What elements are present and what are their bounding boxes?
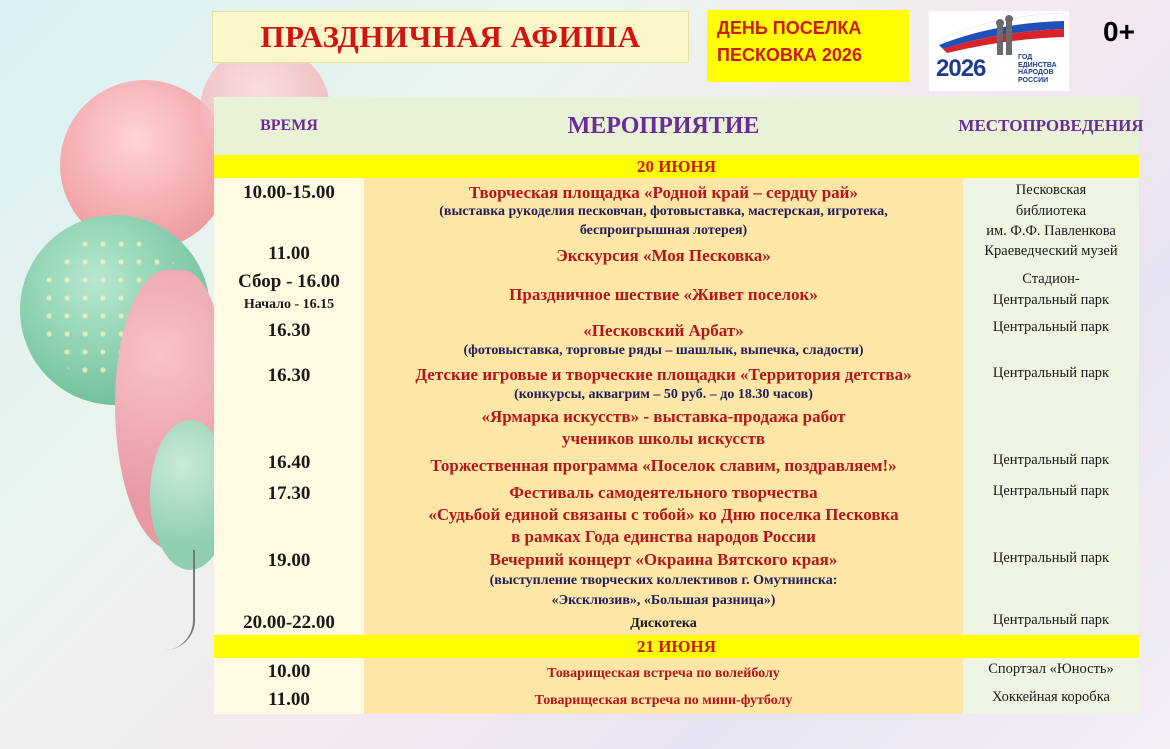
table-row-place: Центральный парк bbox=[992, 550, 1110, 566]
table-row-event-detail: (выступление творческих коллективов г. Омутнинска: bbox=[489, 573, 838, 588]
table-row-event-detail: (выставка рукоделия песковчан, фотовыставка, мастерская, игротека, bbox=[439, 204, 888, 219]
table-row-place: Стадион- bbox=[1022, 271, 1080, 287]
table-row-place: Центральный парк bbox=[992, 452, 1110, 468]
logo-year: 2026 bbox=[936, 55, 986, 82]
column-header-place-line1: МЕСТО bbox=[958, 116, 1023, 135]
table-row-event: Творческая площадка «Родной край – сердцу рай» bbox=[469, 183, 858, 202]
column-header-time: ВРЕМЯ bbox=[214, 97, 364, 155]
table-row-time: Сбор - 16.00 bbox=[238, 271, 340, 292]
table-row-event: Детские игровые и творческие площадки «Территория детства» bbox=[415, 365, 912, 384]
column-header-place bbox=[958, 97, 1144, 155]
table-row-event: Экскурсия «Моя Песковка» bbox=[556, 246, 771, 265]
column-header-place-line2: ПРОВЕДЕНИЯ bbox=[1022, 116, 1144, 135]
table-row-event-detail: (конкурсы, аквагрим – 50 руб. – до 18.30 часов) bbox=[514, 387, 813, 402]
table-row-event-extra: в рамках Года единства народов России bbox=[511, 527, 816, 546]
table-row-place: Центральный парк bbox=[992, 292, 1110, 308]
day-header-20-june: 20 ИЮНЯ bbox=[214, 155, 1139, 178]
table-row-time-start: Начало - 16.15 bbox=[243, 297, 335, 312]
table-row-event-extra: «Судьбой единой связаны с тобой» ко Дню поселка Песковка bbox=[428, 505, 899, 524]
table-row-time: 19.00 bbox=[267, 550, 311, 571]
year-of-unity-logo bbox=[929, 11, 1069, 91]
day-header-21-june: 21 ИЮНЯ bbox=[214, 635, 1139, 658]
table-row-time: 11.00 bbox=[268, 689, 310, 710]
table-row-event-extra: учеников школы искусств bbox=[561, 429, 766, 448]
table-row-time: 11.00 bbox=[268, 243, 310, 264]
balloon-string bbox=[165, 550, 195, 650]
column-header-event: МЕРОПРИЯТИЕ bbox=[364, 97, 963, 155]
table-row-event: Фестиваль самодеятельного творчества bbox=[509, 483, 818, 502]
table-row-event: Товарищеская встреча по мини-футболу bbox=[534, 693, 793, 708]
table-row-time: 17.30 bbox=[267, 483, 311, 504]
table-row-time: 20.00-22.00 bbox=[243, 612, 335, 633]
flag-ribbon-icon bbox=[929, 11, 1069, 56]
logo-text: ГОД ЕДИНСТВА НАРОДОВ РОССИИ bbox=[1018, 54, 1057, 84]
day-banner-line2: ПЕСКОВКА 2026 bbox=[717, 45, 862, 65]
table-row-time: 16.30 bbox=[267, 320, 311, 341]
table-row-event-extra: «Ярмарка искусств» - выставка-продажа работ bbox=[481, 407, 846, 426]
table-row-place: им. Ф.Ф. Павленкова bbox=[986, 223, 1116, 239]
table-row-place: Краеведческий музей bbox=[984, 243, 1118, 259]
table-row-place: Центральный парк bbox=[992, 612, 1110, 628]
table-row-place: Песковская bbox=[1015, 182, 1087, 198]
day-banner bbox=[707, 10, 909, 82]
table-row-time: 10.00 bbox=[267, 661, 311, 682]
poster-title: ПРАЗДНИЧНАЯ АФИША bbox=[212, 11, 689, 63]
table-row-time: 16.40 bbox=[267, 452, 311, 473]
table-row-place: Хоккейная коробка bbox=[992, 689, 1110, 705]
table-row-place: Спортзал «Юность» bbox=[988, 661, 1114, 677]
table-row-event: «Песковский Арбат» bbox=[583, 321, 744, 340]
table-row-event: Торжественная программа «Поселок славим, поздравляем!» bbox=[430, 456, 897, 475]
schedule-table bbox=[214, 97, 1144, 714]
table-row-event: Вечерний концерт «Окраина Вятского края» bbox=[489, 550, 838, 569]
table-row-place: Центральный парк bbox=[992, 319, 1110, 335]
table-row-place: библиотека bbox=[1015, 203, 1087, 219]
table-row-event-detail: «Эксклюзив», «Большая разница») bbox=[551, 593, 776, 608]
table-row-place: Центральный парк bbox=[992, 365, 1110, 381]
table-row-event: Праздничное шествие «Живет поселок» bbox=[509, 285, 818, 304]
table-row-event-detail: (фотовыставка, торговые ряды – шашлык, выпечка, сладости) bbox=[463, 343, 864, 358]
table-row-time: 10.00-15.00 bbox=[243, 182, 335, 203]
table-row-event: Дискотека bbox=[630, 616, 697, 631]
table-row-place: Центральный парк bbox=[992, 483, 1110, 499]
table-row-time: 16.30 bbox=[267, 365, 311, 386]
day-banner-line1: ДЕНЬ ПОСЕЛКА bbox=[717, 18, 862, 38]
table-row-event: Товарищеская встреча по волейболу bbox=[547, 666, 780, 681]
table-row-event-detail: беспроигрышная лотерея) bbox=[579, 223, 748, 238]
age-rating: 0+ bbox=[1103, 16, 1135, 47]
